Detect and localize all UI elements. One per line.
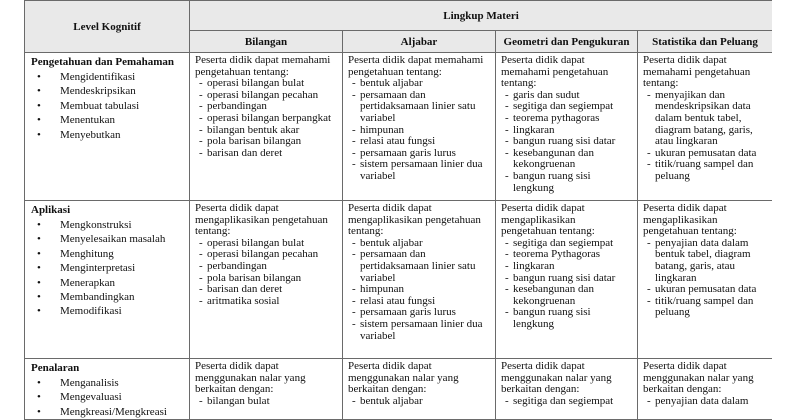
list-item: - bangun ruang sisi lengkung: [501, 307, 633, 330]
cell-intro: Peserta didik dapat menggunakan nalar yang berkaitan dengan:: [195, 360, 306, 396]
list-item: - persamaan dan pertidaksamaan linier satu variabel: [348, 249, 491, 284]
list-item: - perbandingan: [195, 101, 338, 113]
list-item: - bentuk aljabar: [348, 78, 491, 90]
list-item: • Membuat tabulasi: [25, 99, 189, 113]
list-item: - titik/ruang sampel dan peluang: [643, 296, 768, 319]
content-cell: [343, 201, 496, 359]
list-item: - kesebangunan dan kekongruenan: [501, 284, 633, 307]
topic-list: [643, 238, 768, 319]
list-item: • Mengevaluasi: [25, 390, 189, 404]
verb-list: [25, 376, 189, 419]
list-item: - segitiga dan segiempat: [501, 101, 633, 113]
list-item: • Memodifikasi: [25, 304, 189, 318]
list-item: - bilangan bentuk akar: [195, 125, 338, 137]
list-item: - teorema pythagoras: [501, 113, 633, 125]
list-item: - bangun ruang sisi lengkung: [501, 171, 633, 194]
content-cell: [343, 359, 496, 420]
content-cell: [190, 201, 343, 359]
kisi-kisi-table: [24, 0, 772, 420]
cell-intro: Peserta didik dapat memahami pengetahuan tentang:: [643, 54, 751, 90]
list-item: - himpunan: [348, 284, 491, 296]
content-cell: [343, 53, 496, 201]
header-level-kognitif: Level Kognitif: [25, 1, 190, 53]
content-cell: [190, 53, 343, 201]
list-item: - barisan dan deret: [195, 148, 338, 160]
list-item: - ukuran pemusatan data: [643, 148, 768, 160]
content-cell: [638, 201, 773, 359]
list-item: - aritmatika sosial: [195, 296, 338, 308]
list-item: - penyajian data dalam: [643, 396, 768, 408]
list-item: - persamaan dan pertidaksamaan linier satu variabel: [348, 90, 491, 125]
list-item: - menyajikan dan mendeskripsikan data dalam bentuk tabel, diagram batang, garis, atau lingkaran: [643, 90, 768, 148]
level-cell: [25, 359, 190, 420]
list-item: - perbandingan: [195, 261, 338, 273]
cell-intro: Peserta didik dapat memahami pengetahuan tentang:: [348, 54, 484, 78]
level-cell: [25, 53, 190, 201]
list-item: • Membandingkan: [25, 290, 189, 304]
list-item: - titik/ruang sampel dan peluang: [643, 159, 768, 182]
list-item: - ukuran pemusatan data: [643, 284, 768, 296]
level-title: Aplikasi: [31, 204, 71, 216]
list-item: - himpunan: [348, 125, 491, 137]
cell-intro: Peserta didik dapat menggunakan nalar yang berkaitan dengan:: [643, 360, 754, 396]
table-row: [25, 53, 773, 201]
list-item: - relasi atau fungsi: [348, 296, 491, 308]
list-item: • Menginterpretasi: [25, 261, 189, 275]
list-item: • Menghitung: [25, 247, 189, 261]
topic-list: [348, 238, 491, 342]
topic-list: [195, 396, 338, 408]
list-item: - segitiga dan segiempat: [501, 238, 633, 250]
content-cell: [496, 53, 638, 201]
cell-intro: Peserta didik dapat mengaplikasikan pengetahuan tentang:: [348, 202, 481, 238]
cell-intro: Peserta didik dapat memahami pengetahuan tentang:: [195, 54, 331, 78]
list-item: - operasi bilangan pecahan: [195, 249, 338, 261]
level-title: Penalaran: [31, 362, 80, 374]
list-item: - bilangan bulat: [195, 396, 338, 408]
topic-list: [643, 90, 768, 183]
list-item: - kesebangunan dan kekongruenan: [501, 148, 633, 171]
list-item: - bentuk aljabar: [348, 396, 491, 408]
list-item: - pola barisan bilangan: [195, 273, 338, 285]
list-item: - barisan dan deret: [195, 284, 338, 296]
list-item: - penyajian data dalam bentuk tabel, diagram batang, garis, atau lingkaran: [643, 238, 768, 284]
topic-list: [348, 396, 491, 408]
list-item: - bentuk aljabar: [348, 238, 491, 250]
list-item: - relasi atau fungsi: [348, 136, 491, 148]
list-item: - operasi bilangan bulat: [195, 78, 338, 90]
list-item: • Menyebutkan: [25, 128, 189, 142]
list-item: - persamaan garis lurus: [348, 148, 491, 160]
header-lingkup-materi: Lingkup Materi: [190, 1, 773, 31]
list-item: • Menganalisis: [25, 376, 189, 390]
cell-intro: Peserta didik dapat mengaplikasikan pengetahuan tentang:: [643, 202, 737, 238]
cell-intro: Peserta didik dapat menggunakan nalar yang berkaitan dengan:: [501, 360, 612, 396]
list-item: - segitiga dan segiempat: [501, 396, 633, 408]
list-item: • Menyelesaikan masalah: [25, 232, 189, 246]
topic-list: [348, 78, 491, 182]
topic-list: [501, 90, 633, 194]
content-cell: [496, 201, 638, 359]
cell-intro: Peserta didik dapat mengaplikasikan pengetahuan tentang:: [501, 202, 595, 238]
content-cell: [190, 359, 343, 420]
topic-list: [501, 396, 633, 408]
content-cell: [638, 53, 773, 201]
cell-intro: Peserta didik dapat menggunakan nalar yang berkaitan dengan:: [348, 360, 459, 396]
verb-list: [25, 70, 189, 142]
list-item: - pola barisan bilangan: [195, 136, 338, 148]
list-item: - operasi bilangan bulat: [195, 238, 338, 250]
table-row: [25, 201, 773, 359]
cell-intro: Peserta didik dapat mengaplikasikan pengetahuan tentang:: [195, 202, 328, 238]
topic-list: [195, 78, 338, 159]
level-title: Pengetahuan dan Pemahaman: [31, 56, 175, 68]
document-page: [24, 0, 772, 420]
list-item: - lingkaran: [501, 261, 633, 273]
topic-list: [195, 238, 338, 308]
topic-list: [643, 396, 768, 408]
list-item: - sistem persamaan linier dua variabel: [348, 159, 491, 182]
content-cell: [638, 359, 773, 420]
list-item: • Mengidentifikasi: [25, 70, 189, 84]
level-cell: [25, 201, 190, 359]
list-item: - lingkaran: [501, 125, 633, 137]
header-col-bilangan: Bilangan: [190, 31, 343, 53]
verb-list: [25, 218, 189, 319]
list-item: • Mengkonstruksi: [25, 218, 189, 232]
table-row: [25, 359, 773, 420]
list-item: - teorema Pythagoras: [501, 249, 633, 261]
cell-intro: Peserta didik dapat memahami pengetahuan tentang:: [501, 54, 609, 90]
list-item: - operasi bilangan pecahan: [195, 90, 338, 102]
list-item: • Menentukan: [25, 113, 189, 127]
list-item: • Mendeskripsikan: [25, 84, 189, 98]
list-item: • Menerapkan: [25, 276, 189, 290]
list-item: - garis dan sudut: [501, 90, 633, 102]
header-col-statistika: Statistika dan Peluang: [638, 31, 773, 53]
list-item: - bangun ruang sisi datar: [501, 136, 633, 148]
list-item: - persamaan garis lurus: [348, 307, 491, 319]
header-col-geometri: Geometri dan Pengukuran: [496, 31, 638, 53]
list-item: - operasi bilangan berpangkat: [195, 113, 338, 125]
list-item: - sistem persamaan linier dua variabel: [348, 319, 491, 342]
list-item: - bangun ruang sisi datar: [501, 273, 633, 285]
content-cell: [496, 359, 638, 420]
topic-list: [501, 238, 633, 331]
list-item: • Mengkreasi/Mengkreasi: [25, 405, 189, 419]
header-col-aljabar: Aljabar: [343, 31, 496, 53]
